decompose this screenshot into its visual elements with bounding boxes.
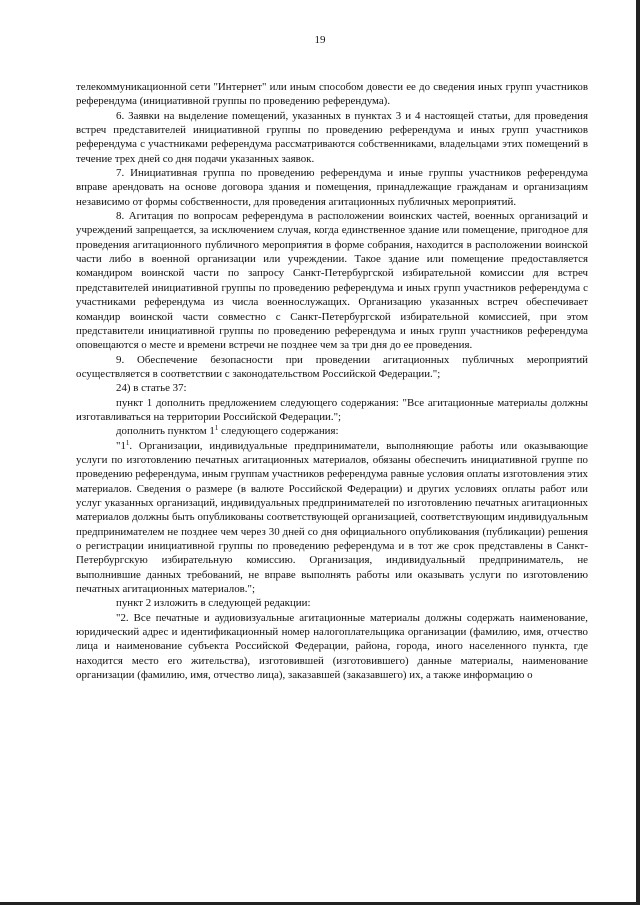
document-body bbox=[76, 80, 588, 682]
scan-edge-right bbox=[636, 0, 640, 905]
paragraph: 8. Агитация по вопросам референдума в расположении воинских частей, военных организаций и учреждений запрещается, за исключением случая, когда единственное здание или помещение, пригодное для проведения агитационного публичного мероприятия в форме собрания, находится в расположении воинской части либо в военной организации или учреждении. Такое здание или помещение предоставляется командиром воинской части по запросу Санкт-Петербургской избирательной комиссии для встреч представителей инициативной группы по проведению референдума и иных групп участников референдума с участниками референдума из числа военнослужащих. Организацию указанных встреч обеспечивает командир воинской части совместно с Санкт-Петербургской избирательной комиссией, при этом представители инициативной группы по проведению референдума и иных групп участников референдума оповещаются о месте и времени встречи не позднее чем за три дня до ее проведения. bbox=[76, 210, 588, 352]
paragraph: 7. Инициативная группа по проведению референдума и иные группы участников референдума вправе арендовать на основе договора здания и помещения, принадлежащие гражданам и организациям независимо от формы собственности, для проведения агитационных публичных мероприятий. bbox=[76, 167, 588, 208]
page-number: 19 bbox=[314, 34, 326, 46]
supplement-line bbox=[76, 424, 588, 438]
paragraph: 24) в статье 37: bbox=[116, 382, 187, 395]
paragraph: пункт 2 изложить в следующей редакции: bbox=[116, 597, 311, 610]
paragraph: телекоммуникационной сети "Интернет" или иным способом довести ее до сведения иных групп участников референдума (инициативной группы по проведению референдума). bbox=[76, 81, 588, 108]
paragraph: 9. Обеспечение безопасности при проведении агитационных публичных мероприятий осуществляется в соответствии с законодательством Российской Федерации."; bbox=[76, 353, 588, 380]
superscript: 1 bbox=[214, 424, 219, 433]
supplement-text-before: дополнить пунктом 1 bbox=[116, 425, 215, 438]
quoted-point-text: . Организации, индивидуальные предприниматели, выполняющие работы или оказывающие услуги по изготовлению печатных агитационных материалов, обязаны обеспечить инициативной группе по проведению референдума, иным группам участников референдума равные условия оплаты изготовления этих материалов. Сведения о размере (в валюте Российской Федерации) и других условиях оплаты работ или услуг указанных организаций, индивидуальных предпринимателей по изготовлению печатных агитационных материалов должны быть опубликованы соответствующей организацией, соответствующим индивидуальным предпринимателем не позднее чем через 30 дней со дня официального опубликования (публикации) решения о регистрации инициативной группы по проведению референдума и в тот же срок представлены в Санкт-Петербургскую избирательную комиссию. Организация, индивидуальный предприниматель, не выполнившие данных требований, не вправе выполнять работы или оказывать услуги по изготовлению печатных агитационных материалов."; bbox=[76, 439, 588, 596]
supplement-text-after: следующего содержания: bbox=[218, 425, 339, 438]
quoted-point-number: "1 bbox=[116, 439, 126, 452]
paragraph: "2. Все печатные и аудиовизуальные агитационные материалы должны содержать наименование, юридический адрес и идентификационный номер налогоплательщика организации (фамилию, имя, отчество лица и наименование субъекта Российской Федерации, района, города, иного населенного пункта, где находится место его жительства), изготовившей (изготовившего) данные материалы, наименование организации (фамилию, имя, отчество лица), заказавшей (заказавшего) их, а также информацию о bbox=[76, 611, 588, 682]
paragraph: пункт 1 дополнить предложением следующего содержания: "Все агитационные материалы должны изготавливаться на территории Российской Федерации."; bbox=[76, 396, 588, 423]
superscript: 1 bbox=[125, 438, 130, 447]
paragraph: 6. Заявки на выделение помещений, указанных в пунктах 3 и 4 настоящей статьи, для проведения встреч представителей инициативной группы по проведению референдума и иных групп участников референдума с участниками референдума рассматриваются собственниками, владельцами этих помещений в течение трех дней со дня подачи указанных заявок. bbox=[76, 109, 588, 165]
quoted-point bbox=[76, 439, 588, 597]
